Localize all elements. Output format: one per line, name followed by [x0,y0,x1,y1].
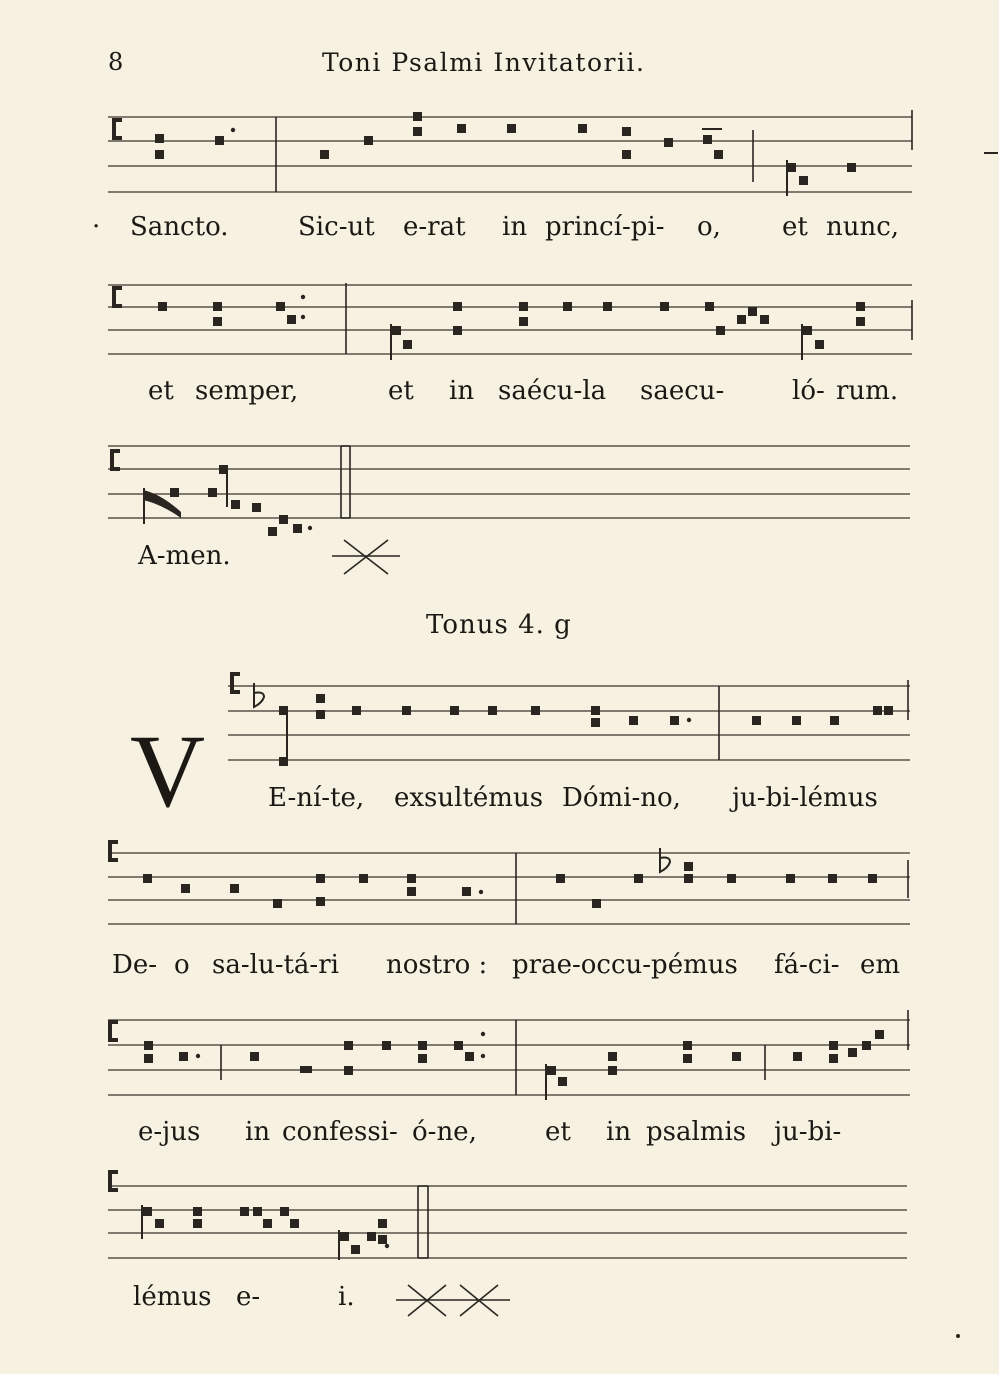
page-number: 8 [108,48,124,76]
lyric-semper: semper, [195,376,299,406]
margin-dash [984,152,998,154]
lyric-in: in [449,376,475,406]
lyric-em: em [860,950,901,980]
lyric-confessi: confessi- [282,1117,398,1147]
lyric-erat: e-rat [403,212,466,242]
double-asterisk-mark [396,1285,510,1316]
lyric-praeoccupemus: prae-occu-pémus [512,950,738,980]
lyric-lemus: lémus [133,1282,212,1312]
lyric-salutari: sa-lu-tá-ri [212,950,339,980]
lyric-sancto: Sancto. [130,212,229,242]
margin-dot [956,1334,960,1338]
lyric-lo: ló- [792,376,825,406]
lyric-enite: E-ní-te, [268,783,365,813]
lyric-et: et [545,1117,571,1147]
lyric-amen: A-men. [138,541,231,571]
lyric-faciem: fá-ci- [774,950,840,980]
lyric-saecula: saécu-la [498,376,607,406]
lyric-domino: Dómi-no, [562,783,681,813]
lyric-jubilemus: ju-bi-lémus [732,783,878,813]
lyric-o: o [174,950,190,980]
lyric-in: in [606,1117,632,1147]
lyric-one: ó-ne, [412,1117,477,1147]
initial-letter: V [130,714,206,829]
lyric-exsultemus: exsultémus [394,783,544,813]
lyric-nunc: nunc, [826,212,900,242]
lyric-dot: · [92,212,101,242]
lyric-psalmis: psalmis [646,1117,747,1147]
lyric-principi: princí-pi- [545,212,665,242]
lyric-o: o, [697,212,721,242]
lyric-i: i. [338,1282,355,1312]
running-title: Toni Psalmi Invitatorii. [322,48,646,77]
lyric-jubi: ju-bi- [774,1117,842,1147]
lyric-in: in [502,212,528,242]
lyric-saecu: saecu- [640,376,725,406]
lyric-et: et [782,212,808,242]
lyric-sicut: Sic-ut [298,212,375,242]
tonus-title: Tonus 4. g [426,610,572,640]
lyric-nostro: nostro : [386,950,488,980]
lyric-ejus: e-jus [138,1117,201,1147]
lyric-deo: De- [112,950,158,980]
lyric-in: in [245,1117,271,1147]
lyric-e: e- [236,1282,261,1312]
lyric-et: et [148,376,174,406]
lyric-et: et [388,376,414,406]
lyric-rum: rum. [836,376,899,406]
